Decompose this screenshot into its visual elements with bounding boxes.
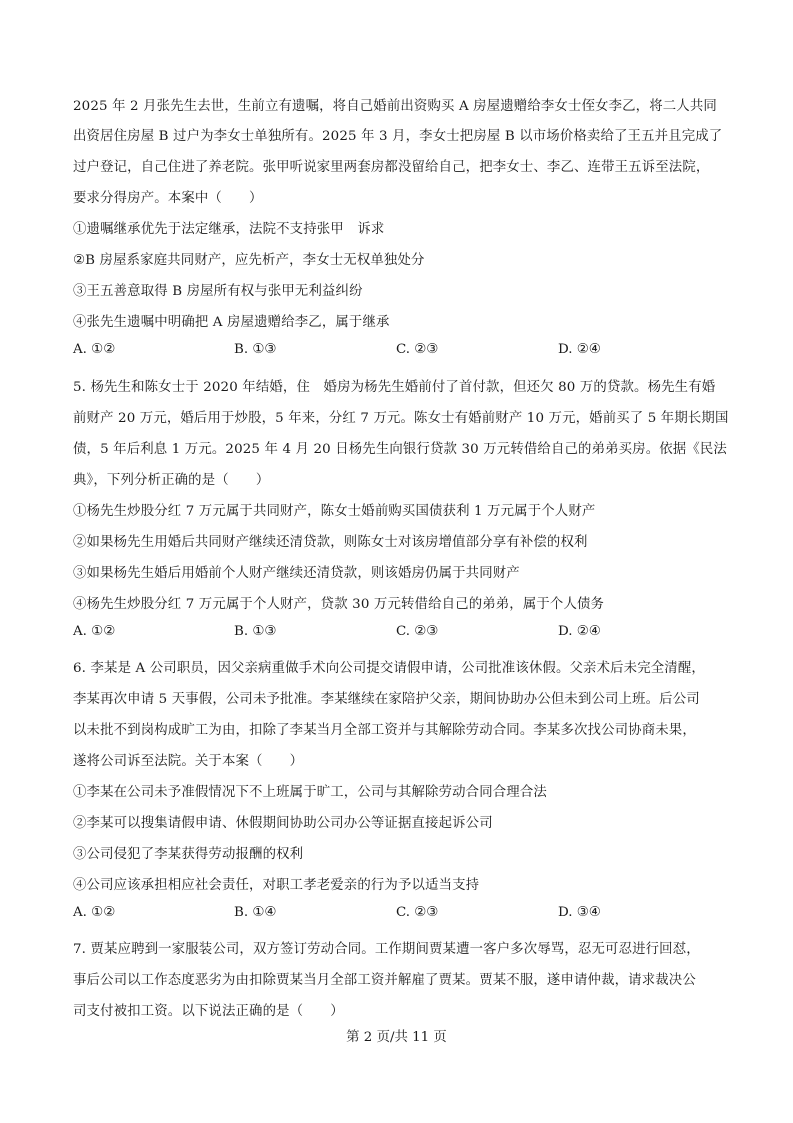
q5-statement-3: ③如果杨先生婚后用婚前个人财产继续还清贷款，则该婚房仍属于共同财产 [73,566,520,581]
q4-line-3: 过户登记，自己住进了养老院。张甲听说家里两套房都没留给自己，把李女士、李乙、连带王五诉至法院， [73,160,710,175]
q5-option-c: C. ②③ [396,624,439,639]
q4-line-1: 2025 年 2 月张先生去世，生前立有遗嘱，将自己婚前出资购买 A 房屋遗赠给李女士侄女李乙，将二人共同 [73,99,717,114]
q4-statement-2: ②B 房屋系家庭共同财产，应先析产，李女士无权单独处分 [73,253,425,268]
q4-line-4: 要求分得房产。本案中（ ） [73,191,263,206]
q4-option-b: B. ①③ [234,342,277,357]
q5-statement-4: ④杨先生炒股分红 7 万元属于个人财产，贷款 30 万元转借给自己的弟弟，属于个人债务 [73,597,605,612]
q6-statement-4: ④公司应该承担相应社会责任，对职工孝老爱亲的行为予以适当支持 [73,878,480,893]
q4-option-a: A. ①② [73,342,116,357]
q5-option-a: A. ①② [73,624,116,639]
q5-line-3: 债，5 年后利息 1 万元。2025 年 4 月 20 日杨先生向银行贷款 30 万元转借给自己的弟弟买房。依据《民法 [73,442,727,457]
page-footer: 第 2 页/共 11 页 [346,1030,447,1045]
q6-line-1: 6. 李某是 A 公司职员，因父亲病重做手术向公司提交请假申请，公司批准该休假。父亲术后未完全清醒， [73,661,705,676]
q6-line-2: 李某再次申请 5 天事假，公司未予批准。李某继续在家陪护父亲，期间协助办公但未到公司上班。后公司 [73,692,700,707]
q4-option-c: C. ②③ [396,342,439,357]
q4-option-d: D. ②④ [558,342,601,357]
q6-option-b: B. ①④ [234,905,277,920]
q6-option-c: C. ②③ [396,905,439,920]
q7-line-2: 事后公司以工作态度恶劣为由扣除贾某当月全部工资并解雇了贾某。贾某不服，遂申请仲裁，请求裁决公 [73,973,696,988]
q4-statement-3: ③王五善意取得 B 房屋所有权与张甲无利益纠纷 [73,284,363,299]
q4-line-2: 出资居住房屋 B 过户为李女士单独所有。2025 年 3 月，李女士把房屋 B 以市场价格卖给了王五并且完成了 [73,129,723,144]
q4-statement-4: ④张先生遗嘱中明确把 A 房屋遗赠给李乙，属于继承 [73,315,390,330]
q5-statement-1: ①杨先生炒股分红 7 万元属于共同财产，陈女士婚前购买国债获利 1 万元属于个人财产 [73,504,596,519]
q5-line-2: 前财产 20 万元，婚后用于炒股，5 年来，分红 7 万元。陈女士有婚前财产 10 万元，婚前买了 5 年期长期国 [73,411,729,426]
q6-option-d: D. ③④ [558,905,601,920]
q6-statement-1: ①李某在公司未予准假情况下不上班属于旷工，公司与其解除劳动合同合理合法 [73,785,547,800]
q4-statement-1: ①遗嘱继承优先于法定继承，法院不支持张甲 诉求 [73,222,385,237]
q7-line-1: 7. 贾某应聘到一家服装公司，双方签订劳动合同。工作期间贾某遭一客户多次辱骂，忍无可忍进行回怼， [73,942,700,957]
q5-statement-2: ②如果杨先生用婚后共同财产继续还清贷款，则陈女士对该房增值部分享有补偿的权利 [73,535,588,550]
q6-option-a: A. ①② [73,905,116,920]
q5-option-b: B. ①③ [234,624,277,639]
q6-line-4: 遂将公司诉至法院。关于本案（ ） [73,754,304,769]
q5-option-d: D. ②④ [558,624,601,639]
q6-line-3: 以未批不到岗构成旷工为由，扣除了李某当月全部工资并与其解除劳动合同。李某多次找公司协商未果， [73,723,696,738]
q6-statement-2: ②李某可以搜集请假申请、休假期间协助公司办公等证据直接起诉公司 [73,816,493,831]
q5-line-1: 5. 杨先生和陈女士于 2020 年结婚，住 婚房为杨先生婚前付了首付款，但还欠 80 万的贷款。杨先生有婚 [73,380,716,395]
q5-line-4: 典》，下列分析正确的是（ ） [73,473,270,488]
q6-statement-3: ③公司侵犯了李某获得劳动报酬的权利 [73,847,304,862]
q7-line-3: 司支付被扣工资。以下说法正确的是（ ） [73,1004,344,1019]
